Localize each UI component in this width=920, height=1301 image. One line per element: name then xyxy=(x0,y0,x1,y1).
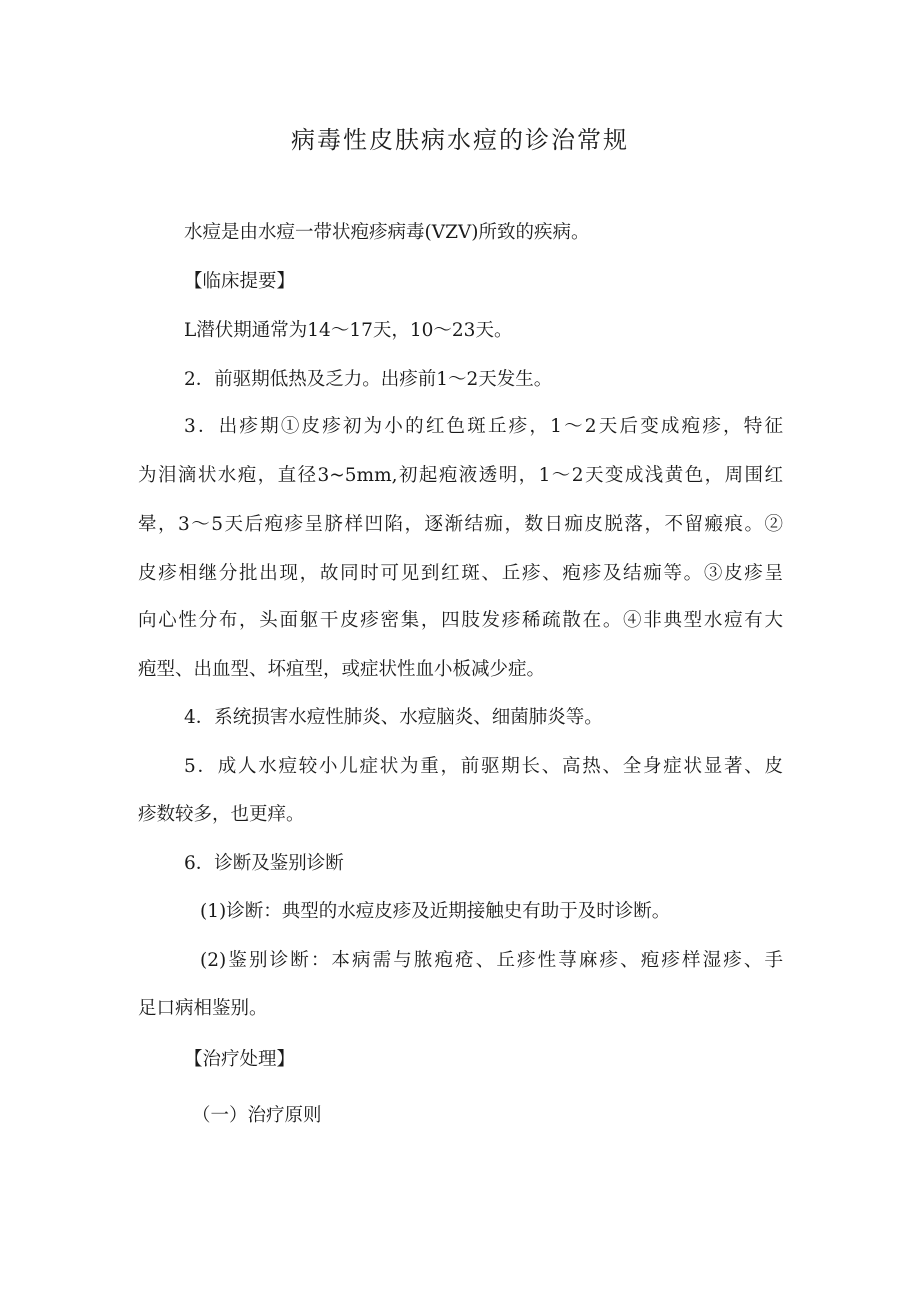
item-1-incubation: L潜伏期通常为14～17天，10～23天。 xyxy=(184,320,513,341)
item-5-line-2: 疹数较多，也更痒。 xyxy=(138,804,305,825)
item-6-diagnosis-heading: 6．诊断及鉴别诊断 xyxy=(184,853,344,874)
item-3-line-6: 疱型、出血型、坏疽型，或症状性血小板减少症。 xyxy=(138,659,546,680)
item-2-prodrome: 2．前驱期低热及乏力。出疹前1～2天发生。 xyxy=(184,369,553,390)
diagnosis-2-line-1: (2)鉴别诊断：本病需与脓疱疮、丘疹性荨麻疹、疱疹样湿疹、手 xyxy=(200,950,783,971)
treatment-principle-heading: （一）治疗原则 xyxy=(192,1105,322,1126)
item-5-line-1: 5．成人水痘较小儿症状为重，前驱期长、高热、全身症状显著、皮 xyxy=(184,756,783,777)
page-title: 病毒性皮肤病水痘的诊治常规 xyxy=(291,126,629,154)
item-4-systemic: 4．系统损害水痘性肺炎、水痘脑炎、细菌肺炎等。 xyxy=(184,707,603,728)
item-3-line-1: 3．出疹期①皮疹初为小的红色斑丘疹，1～2天后变成疱疹，特征 xyxy=(184,416,783,437)
item-3-line-3: 晕，3～5天后疱疹呈脐样凹陷，逐渐结痂，数日痂皮脱落，不留瘢痕。② xyxy=(138,514,783,535)
diagnosis-2-line-2: 足口病相鉴别。 xyxy=(138,998,268,1019)
diagnosis-1: (1)诊断：典型的水痘皮疹及近期接触史有助于及时诊断。 xyxy=(200,901,671,922)
item-3-line-4: 皮疹相继分批出现，故同时可见到红斑、丘疹、疱疹及结痂等。③皮疹呈 xyxy=(138,563,783,584)
clinical-heading: 【临床提要】 xyxy=(184,271,296,292)
item-3-line-5: 向心性分布，头面躯干皮疹密集，四肢发疹稀疏散在。④非典型水痘有大 xyxy=(138,610,783,631)
intro-paragraph: 水痘是由水痘一带状疱疹病毒(VZV)所致的疾病。 xyxy=(184,222,590,243)
treatment-heading: 【治疗处理】 xyxy=(184,1049,296,1070)
item-3-line-2: 为泪滴状水疱，直径3~5mm,初起疱液透明，1～2天变成浅黄色，周围红 xyxy=(138,465,783,486)
